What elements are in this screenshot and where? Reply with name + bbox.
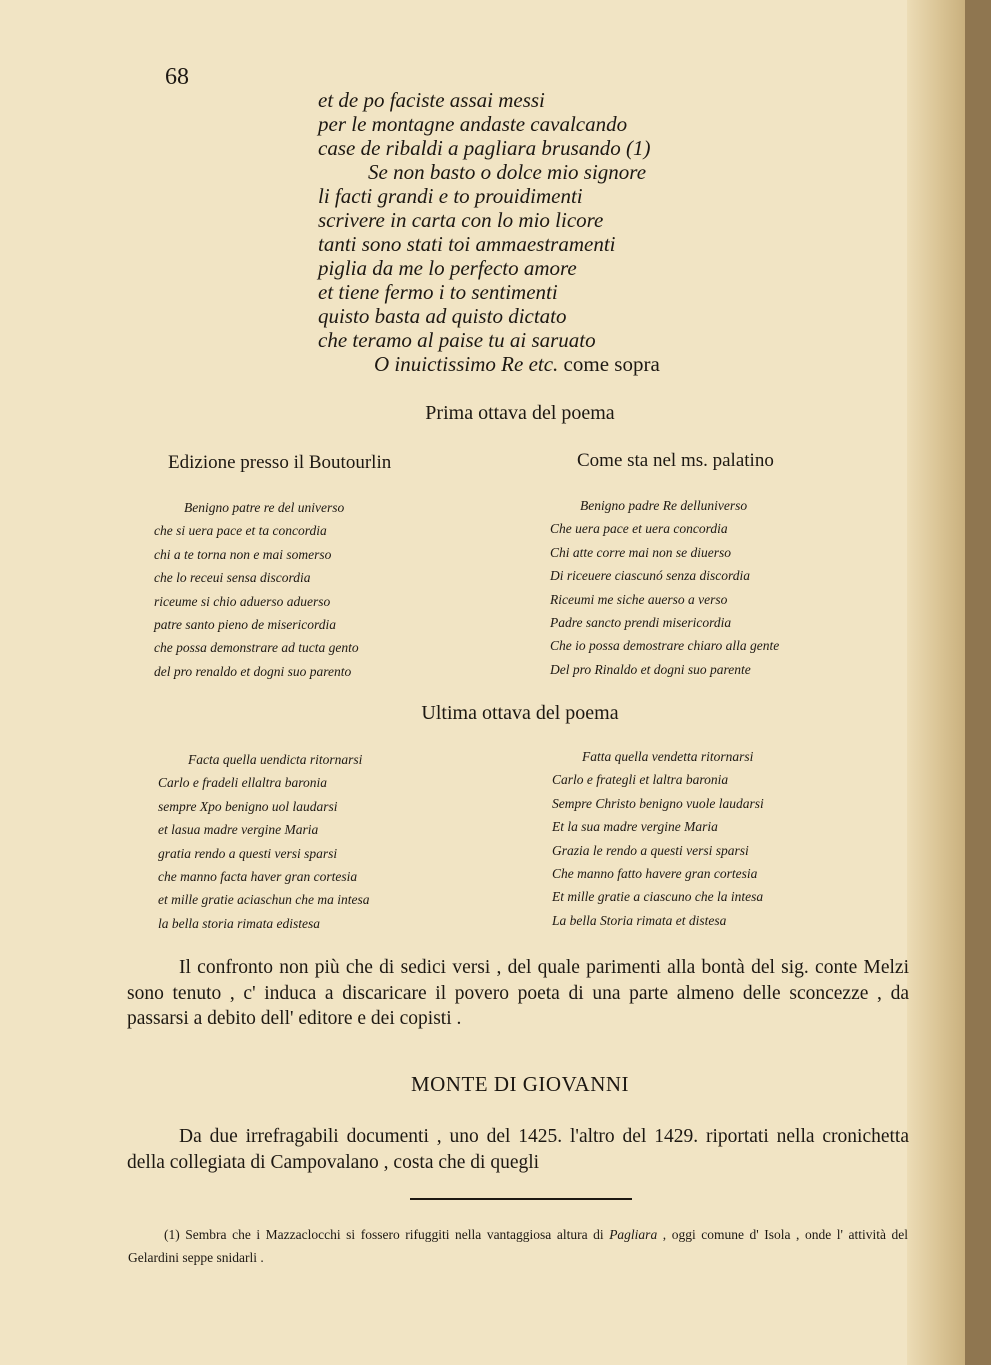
verse-line: Carlo e fradeli ellaltra baronia	[158, 775, 328, 791]
verse-line: Riceumi me siche auerso a verso	[550, 591, 728, 607]
poem-line: li facti grandi e to prouidimenti	[318, 184, 583, 208]
footnote-rule	[410, 1198, 632, 1200]
poem-line: tanti sono stati toi ammaestramenti	[318, 232, 616, 256]
verse-line: Sempre Christo benigno vuole laudarsi	[552, 795, 764, 811]
verse-line: Fatta quella vendetta ritornarsi	[582, 749, 754, 764]
verse-line: gratia rendo a questi versi sparsi	[158, 845, 338, 861]
heading-first-octave: Prima ottava del poema	[425, 402, 615, 424]
verse-line: Padre sancto prendi misericordia	[550, 615, 732, 631]
verse-line: Di riceuere ciascunó senza discordia	[550, 568, 750, 584]
verse-line: la bella storia rimata edistesa	[158, 915, 320, 931]
column-title-left: Edizione presso il Boutourlin	[168, 452, 392, 473]
poem-line: che teramo al paise tu ai saruato	[318, 328, 596, 352]
poem-line: et de po faciste assai messi	[318, 88, 545, 112]
prose-paragraph-documenti	[127, 1124, 909, 1175]
verse-line: Benigno padre Re delluniverso	[580, 498, 748, 513]
verse-line: Che uera pace et uera concordia	[550, 521, 728, 537]
poem-excerpt	[318, 88, 778, 376]
section-title: MONTE DI GIOVANNI	[410, 1072, 630, 1096]
first-octave-left	[154, 496, 359, 683]
heading-last-octave: Ultima ottava del poema	[421, 702, 619, 724]
verse-line: che lo receui sensa discordia	[154, 570, 311, 586]
footnote	[128, 1223, 908, 1269]
verse-line: Carlo e frategli et laltra baronia	[552, 772, 729, 788]
verse-line: Benigno patre re del universo	[184, 500, 345, 515]
verse-line: Grazia le rendo a questi versi sparsi	[552, 842, 749, 858]
verse-line: riceume si chio aduerso aduerso	[154, 593, 331, 609]
poem-line: Se non basto o dolce mio signore	[368, 160, 647, 184]
page-gutter	[965, 0, 991, 1365]
footnote-text: (1) Sembra che i Mazzaclocchi si fossero rifuggiti nella vantaggiosa altura di Pagliara , oggi comune d' Isola , onde l' attività del Gelardini seppe snidarli .	[128, 1227, 909, 1265]
verse-line: Facta quella uendicta ritornarsi	[188, 752, 363, 767]
poem-refrain	[318, 352, 778, 376]
verse-line: Et mille gratie a ciascuno che la intesa	[552, 889, 764, 905]
verse-line: Che manno fatto havere gran cortesia	[552, 866, 758, 882]
verse-line: sempre Xpo benigno uol laudarsi	[158, 798, 338, 814]
poem-line: quisto basta ad quisto dictato	[318, 304, 567, 328]
verse-line: del pro renaldo et dogni suo parento	[154, 663, 352, 679]
refrain-plain: come sopra	[563, 352, 660, 376]
footnote-place: Pagliara	[609, 1227, 658, 1242]
verse-line: che manno facta haver gran cortesia	[158, 869, 358, 885]
verse-line: Che io possa demostrare chiaro alla gente	[550, 638, 780, 654]
verse-line: che possa demonstrare ad tucta gento	[154, 640, 359, 656]
column-title-right: Come sta nel ms. palatino	[577, 450, 774, 471]
verse-line: Del pro Rinaldo et dogni suo parente	[550, 661, 751, 677]
paragraph-text: Da due irrefragabili documenti , uno del 1425. l'altro del 1429. riportati nella cronichetta della collegiata di Campovalano , costa che di quegli	[127, 1126, 909, 1173]
verse-line: chi a te torna non e mai somerso	[154, 546, 332, 562]
last-octave-left	[158, 748, 369, 935]
poem-line: per le montagne andaste cavalcando	[318, 112, 628, 136]
paragraph-text: Il confronto non più che di sedici versi , del quale parimenti alla bontà del sig. conte Melzi sono tenuto , c' induca a discaricare il povero poeta di una parte almeno delle sconcezze , da passarsi a debito dell' editore e dei copisti .	[127, 957, 909, 1029]
verse-line: La bella Storia rimata et distesa	[552, 912, 727, 928]
poem-line: case de ribaldi a pagliara brusando (1)	[318, 136, 651, 160]
poem-line: scrivere in carta con lo mio licore	[318, 208, 604, 232]
verse-line: Et la sua madre vergine Maria	[552, 819, 718, 835]
refrain-italic: O inuictissimo Re etc.	[374, 352, 559, 376]
prose-paragraph-confronto	[127, 955, 909, 1032]
first-octave-right	[550, 494, 779, 681]
verse-line: patre santo pieno de misericordia	[154, 617, 336, 633]
verse-line: che si uera pace et ta concordia	[154, 523, 327, 539]
poem-line: et tiene fermo i to sentimenti	[318, 280, 558, 304]
verse-line: et mille gratie aciaschun che ma intesa	[158, 892, 370, 908]
verse-line: et lasua madre vergine Maria	[158, 822, 319, 838]
poem-line: piglia da me lo perfecto amore	[318, 256, 577, 280]
verse-line: Chi atte corre mai non se diuerso	[550, 544, 731, 560]
last-octave-right	[552, 745, 764, 932]
page-number: 68	[165, 64, 189, 90]
